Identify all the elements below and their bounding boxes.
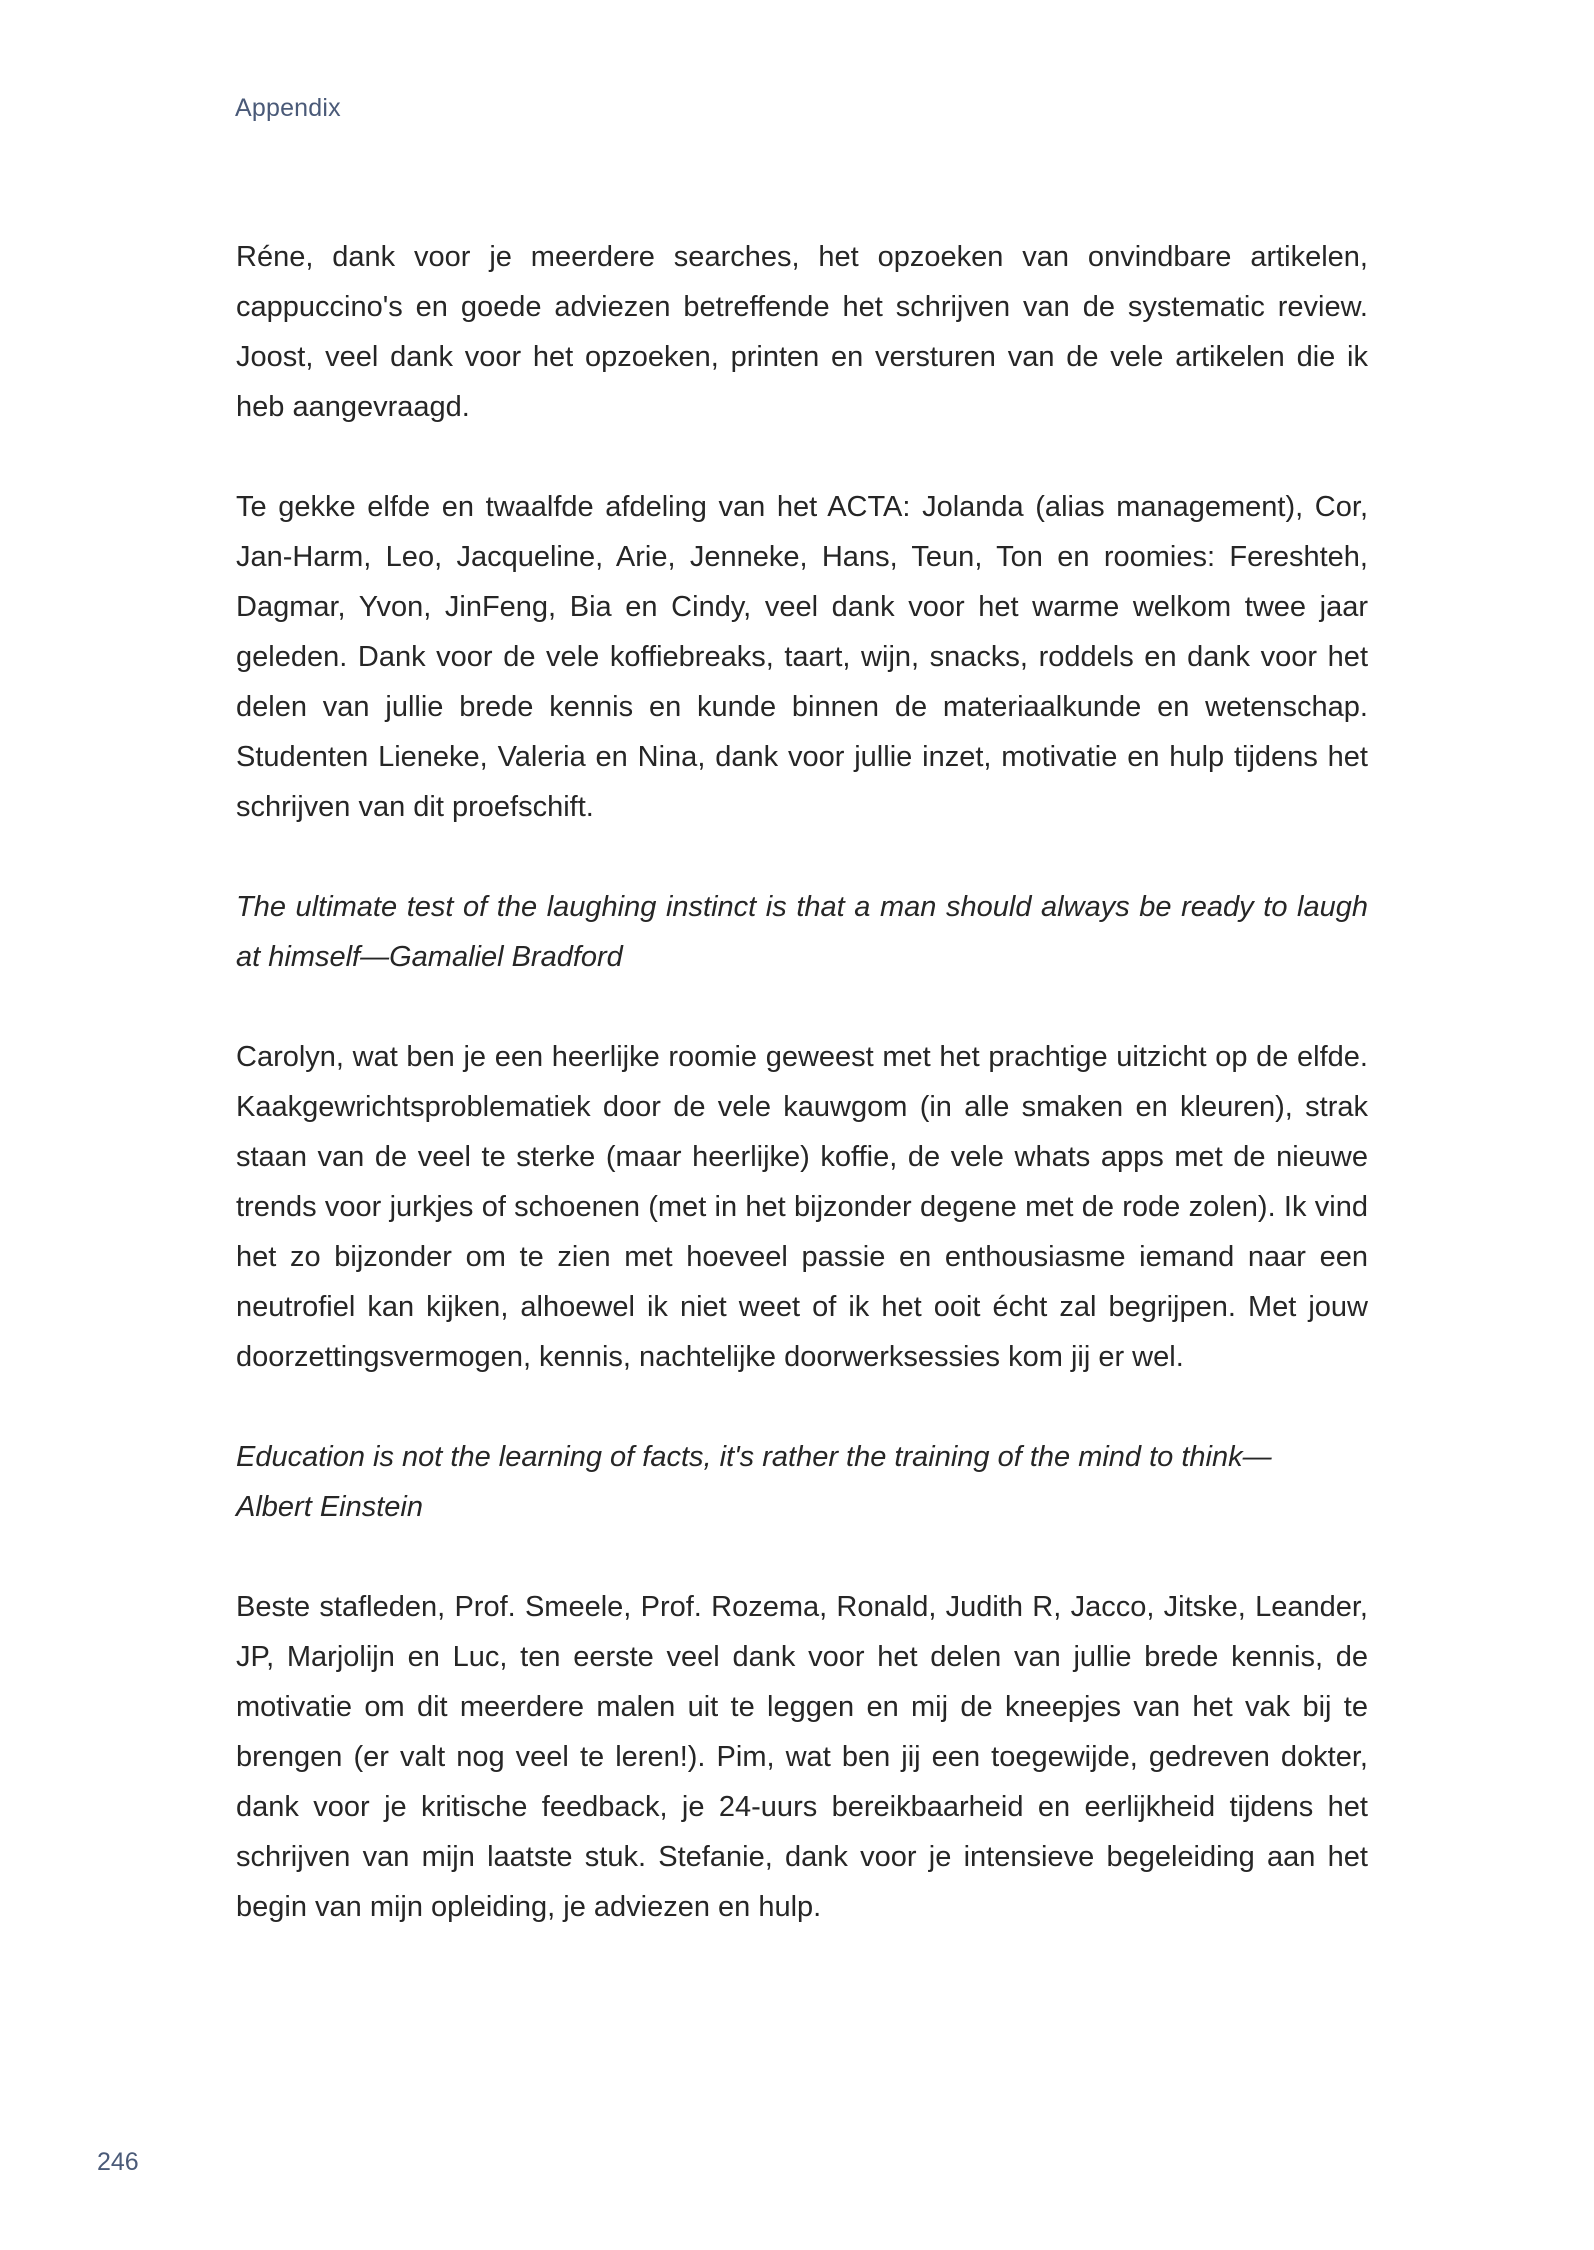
quote-gamaliel-bradford: The ultimate test of the laughing instinct is that a man should always be ready to laugh at himself—Gamaliel Bradford (236, 891, 1368, 973)
quote-albert-einstein (236, 1432, 1368, 1532)
paragraph-rene-joost: Réne, dank voor je meerdere searches, het opzoeken van onvindbare artikelen, cappuccino's en goede adviezen betreffende het schrijven van de systematic review. Joost, veel dank voor het opzoeken, printen en versturen van de vele artikelen die ik heb aangevraagd. (236, 241, 1368, 423)
body-text (236, 232, 1368, 1982)
paragraph-acta-department: Te gekke elfde en twaalfde afdeling van het ACTA: Jolanda (alias management), Cor, Jan-Harm, Leo, Jacqueline, Arie, Jenneke, Hans, Teun, Ton en roomies: Fereshteh, Dagmar, Yvon, JinFeng, Bia en Cindy, veel dank voor het warme welkom twee jaar geleden. Dank voor de vele koffiebreaks, taart, wijn, snacks, roddels en dank voor het delen van jullie brede kennis en kunde binnen de materiaalkunde en wetenschap. Studenten Lieneke, Valeria en Nina, dank voor jullie inzet, motivatie en hulp tijdens het schrijven van dit proefschift. (236, 491, 1368, 823)
paragraph-staff: Beste stafleden, Prof. Smeele, Prof. Rozema, Ronald, Judith R, Jacco, Jitske, Leander, JP, Marjolijn en Luc, ten eerste veel dank voor het delen van jullie brede kennis, de motivatie om dit meerdere malen uit te leggen en mij de kneepjes van het vak bij te brengen (er valt nog veel te leren!). Pim, wat ben jij een toegewijde, gedreven dokter, dank voor je kritische feedback, je 24-uurs bereikbaarheid en eerlijkheid tijdens het schrijven van mijn laatste stuk. Stefanie, dank voor je intensieve begeleiding aan het begin van mijn opleiding, je adviezen en hulp. (236, 1591, 1368, 1923)
paragraph-carolyn: Carolyn, wat ben je een heerlijke roomie geweest met het prachtige uitzicht op de elfde. Kaakgewrichtsproblematiek door de vele kauwgom (in alle smaken en kleuren), strak staan van de veel te sterke (maar heerlijke) koffie, de vele whats apps met de nieuwe trends voor jurkjes of schoenen (met in het bijzonder degene met de rode zolen). Ik vind het zo bijzonder om te zien met hoeveel passie en enthousiasme iemand naar een neutrofiel kan kijken, alhoewel ik niet weet of ik het ooit écht zal begrijpen. Met jouw doorzettingsvermogen, kennis, nachtelijke doorwerksessies kom jij er wel. (236, 1041, 1368, 1373)
quote-einstein-author: Albert Einstein (236, 1491, 423, 1523)
quote-einstein-text: Education is not the learning of facts, it's rather the training of the mind to think— (236, 1441, 1272, 1473)
running-header: Appendix (235, 94, 341, 122)
page-number: 246 (97, 2148, 139, 2176)
